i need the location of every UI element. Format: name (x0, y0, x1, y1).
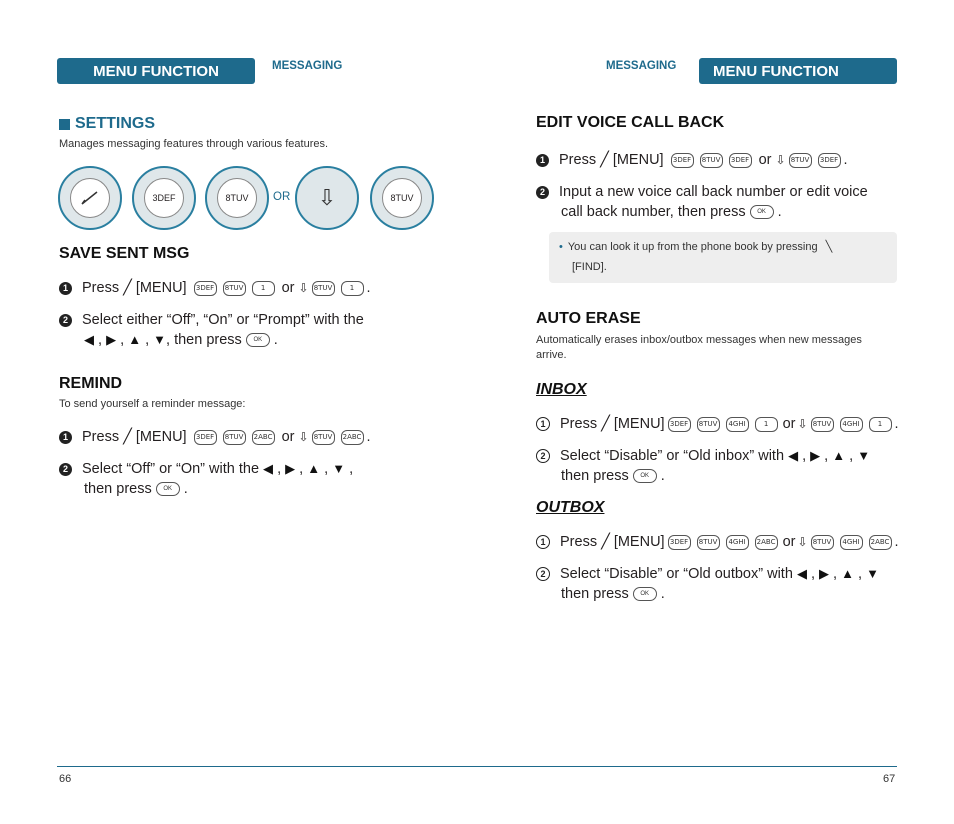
key-1-icon: 1 (252, 281, 275, 296)
then-press-text: , then press (166, 332, 242, 348)
press-text: Press (560, 416, 598, 432)
step-number-1: 1 (536, 154, 549, 167)
press-text: Press (559, 152, 597, 168)
ok-key-icon: OK (156, 482, 180, 496)
key-3-icon: 3DEF (194, 281, 217, 296)
key-8-circle (205, 166, 269, 230)
step2-text: Select “Off” or “On” with the (82, 461, 260, 477)
key-3-icon: 3DEF (144, 178, 184, 218)
nav-down-icon: ⇩ (775, 153, 786, 167)
key-4-icon: 4GHI (840, 417, 863, 432)
key-8-icon: 8TUV (697, 417, 720, 432)
edit-voice-note (549, 232, 897, 283)
step-number-1: 1 (59, 431, 72, 444)
left-arrow-icon: ◀ (84, 332, 94, 347)
left-header-tab: MENU FUNCTION (57, 58, 255, 84)
left-header-section: MESSAGING (272, 60, 343, 72)
down-arrow-icon: ▼ (866, 566, 879, 581)
menu-text: [MENU] (135, 429, 187, 445)
or-text: or (281, 429, 295, 445)
right-header-section: MESSAGING (606, 60, 677, 72)
save-sent-title: SAVE SENT MSG (59, 245, 190, 262)
inbox-title: INBOX (536, 381, 587, 398)
left-arrow-icon: ◀ (796, 566, 807, 581)
nav-down-icon: ⇩ (298, 281, 309, 295)
key-8-icon: 8TUV (312, 430, 335, 445)
up-arrow-icon: ▲ (307, 461, 321, 476)
settings-heading (59, 115, 155, 133)
auto-erase-title: AUTO ERASE (536, 310, 641, 327)
outbox-title: OUTBOX (536, 499, 605, 516)
down-arrow-icon: ▼ (857, 448, 871, 463)
ok-key-icon: OK (750, 205, 774, 219)
outbox-step2: 2 Select “Disable” or “Old outbox” with ◀ , ▶ , ▲ , ▼ then press OK . (536, 564, 879, 604)
key-8-icon: 8TUV (312, 281, 335, 296)
soft-key-icon: ╱ (123, 429, 132, 445)
auto-erase-desc-line2: arrive. (536, 349, 567, 361)
note-line1: You can look it up from the phone book by pressing (567, 241, 818, 253)
key-2-icon: 2ABC (869, 535, 892, 550)
key-2-icon: 2ABC (252, 430, 275, 445)
save-sent-step1: 1 Press ╱ [MENU] 3DEF 8TUV 1 or ⇩ 8TUV 1 . (59, 278, 371, 298)
key-3-icon: 3DEF (818, 153, 841, 168)
or-text: or (281, 280, 295, 296)
step-number-2: 2 (59, 314, 72, 327)
step2-text: Select “Disable” or “Old outbox” with (560, 566, 793, 582)
inbox-step2: 2 Select “Disable” or “Old inbox” with ◀ , ▶ , ▲ , ▼ then press OK . (536, 446, 870, 486)
key-1-icon: 1 (755, 417, 778, 432)
press-text: Press (82, 429, 120, 445)
then-press-text: then press (561, 468, 629, 484)
ok-key-icon: OK (633, 587, 657, 601)
right-arrow-icon: ▶ (810, 448, 821, 463)
key-8-icon: 8TUV (382, 178, 422, 218)
menu-text: [MENU] (613, 534, 665, 550)
soft-key-icon: ╱ (601, 534, 610, 550)
down-arrow-icon: ▼ (153, 332, 167, 347)
square-bullet-icon (59, 119, 70, 130)
key-8-icon: 8TUV (223, 430, 246, 445)
remind-step2: 2 Select “Off” or “On” with the ◀ , ▶ , ▲ , ▼ , then press OK . (59, 459, 399, 499)
key-3-icon: 3DEF (194, 430, 217, 445)
inbox-step1: 1 Press ╱ [MENU] 3DEF 8TUV 4GHI 1 or ⇩ 8TUV 4GHI 1 . (536, 414, 899, 434)
soft-key-circle (58, 166, 122, 230)
key-1-icon: 1 (869, 417, 892, 432)
key-2-icon: 2ABC (755, 535, 778, 550)
or-label: OR (273, 191, 291, 203)
auto-erase-desc-line1: Automatically erases inbox/outbox messages when new messages (536, 334, 862, 346)
ok-key-icon: OK (633, 469, 657, 483)
key-8-icon: 8TUV (223, 281, 246, 296)
soft-key-icon: ╱ (600, 152, 609, 168)
nav-key-circle (295, 166, 359, 230)
edit-voice-title: EDIT VOICE CALL BACK (536, 114, 725, 131)
step-number-1: 1 (536, 417, 550, 431)
key-8-icon: 8TUV (217, 178, 257, 218)
key-4-icon: 4GHI (840, 535, 863, 550)
outbox-step1: 1 Press ╱ [MENU] 3DEF 8TUV 4GHI 2ABC or ⇩ 8TUV 4GHI 2ABC . (536, 532, 899, 552)
press-text: Press (560, 534, 598, 550)
soft-key-icon: ╱ (601, 416, 610, 432)
edit-voice-step1: 1 Press ╱ [MENU] 3DEF 8TUV 3DEF or ⇩ 8TUV 3DEF . (536, 150, 848, 170)
menu-text: [MENU] (612, 152, 664, 168)
auto-erase-desc (536, 333, 862, 363)
left-arrow-icon: ◀ (788, 448, 799, 463)
remind-step1: 1 Press ╱ [MENU] 3DEF 8TUV 2ABC or ⇩ 8TUV 2ABC . (59, 427, 371, 447)
right-arrow-icon: ▶ (819, 566, 830, 581)
step-number-1: 1 (536, 535, 550, 549)
key-3-icon: 3DEF (729, 153, 752, 168)
right-header-tab: MENU FUNCTION (699, 58, 897, 84)
step-number-2: 2 (536, 186, 549, 199)
right-page-number: 67 (883, 773, 896, 785)
then-press-text: then press (561, 586, 629, 602)
key-3-circle (132, 166, 196, 230)
right-arrow-icon: ▶ (106, 332, 117, 347)
key-1-icon: 1 (341, 281, 364, 296)
key-3-icon: 3DEF (668, 535, 691, 550)
step-number-2: 2 (536, 567, 550, 581)
step2-text: Select either “Off”, “On” or “Prompt” with the (82, 312, 364, 328)
press-text: Press (82, 280, 120, 296)
edit-voice-step2: 2 Input a new voice call back number or edit voice call back number, then press OK . (536, 182, 868, 222)
or-text: or (782, 534, 796, 550)
note-line2: [FIND]. (572, 261, 607, 273)
key-4-icon: 4GHI (726, 417, 749, 432)
nav-down-icon: ⇩ (298, 430, 309, 444)
step-number-1: 1 (59, 282, 72, 295)
or-text: or (758, 152, 772, 168)
down-arrow-icon: ▼ (332, 461, 346, 476)
up-arrow-icon: ▲ (841, 566, 854, 581)
remind-desc: To send yourself a reminder message: (59, 398, 246, 410)
nav-down-icon: ⇩ (797, 417, 808, 431)
menu-text: [MENU] (135, 280, 187, 296)
key-3-icon: 3DEF (668, 417, 691, 432)
save-sent-step2: 2 Select either “Off”, “On” or “Prompt” with the ◀ , ▶ , ▲ , ▼ , then press OK . (59, 310, 399, 350)
key-8-icon: 8TUV (811, 535, 834, 550)
bullet-icon: • (559, 241, 563, 253)
left-footer-rule (57, 766, 477, 767)
step-number-2: 2 (59, 463, 72, 476)
step2-line1: Input a new voice call back number or edit voice (559, 184, 868, 200)
remind-title: REMIND (59, 375, 123, 392)
find-key-icon: ╲ (825, 241, 833, 253)
left-arrow-icon: ◀ (263, 461, 274, 476)
settings-desc: Manages messaging features through various features. (59, 138, 329, 150)
soft-key-icon: ╱ (123, 280, 132, 296)
key-8-icon: 8TUV (811, 417, 834, 432)
nav-down-arrow-icon: ⇩ (317, 185, 337, 210)
up-arrow-icon: ▲ (128, 332, 142, 347)
right-arrow-icon: ▶ (285, 461, 296, 476)
key-8-icon: 8TUV (789, 153, 812, 168)
key-2-icon: 2ABC (341, 430, 364, 445)
or-text: or (782, 416, 796, 432)
key-8-icon: 8TUV (700, 153, 723, 168)
menu-soft-key-icon (70, 178, 110, 218)
key-8-icon: 8TUV (697, 535, 720, 550)
key-3-icon: 3DEF (671, 153, 694, 168)
key-4-icon: 4GHI (726, 535, 749, 550)
nav-down-icon: ⇩ (797, 535, 808, 549)
right-footer-rule (477, 766, 897, 767)
key-8-circle-alt (370, 166, 434, 230)
up-arrow-icon: ▲ (832, 448, 846, 463)
ok-key-icon: OK (246, 333, 270, 347)
menu-text: [MENU] (613, 416, 665, 432)
left-page-number: 66 (59, 773, 72, 785)
settings-title: SETTINGS (75, 115, 156, 132)
step2-text: Select “Disable” or “Old inbox” with (560, 448, 785, 464)
step-number-2: 2 (536, 449, 550, 463)
then-press-text: then press (84, 481, 152, 497)
step2-line2: call back number, then press (561, 204, 746, 220)
